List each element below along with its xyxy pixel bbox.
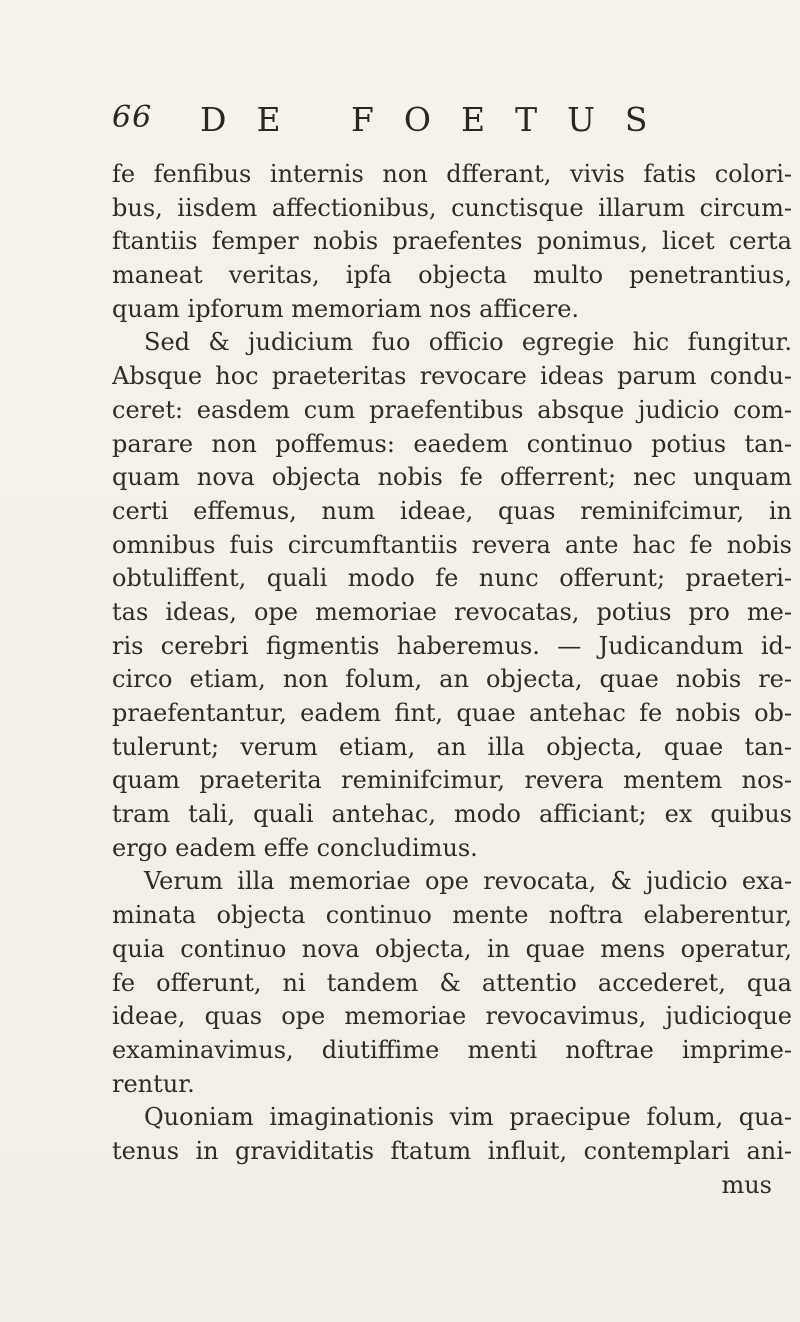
text-line: quam praeterita reminifcimur, revera mentem nos- [112,766,792,795]
text-line: Absque hoc praeteritas revocare ideas parum condu- [112,362,792,391]
text-line: certi effemus, num ideae, quas reminifcimur, in [112,496,792,525]
text-line: tram tali, quali antehac, modo afficiant; ex quibus [112,800,792,829]
text-line: tas ideas, ope memoriae revocatas, potius pro me- [112,597,792,626]
text-line: quia continuo nova objecta, in quae mens operatur, [112,934,792,963]
text-line: ris cerebri figmentis haberemus. — Judicandum id- [112,631,792,660]
text-line: obtuliffent, quali modo fe nunc offerunt; praeteri- [112,564,792,593]
text-line: minata objecta continuo mente noftra elaberentur, [112,901,792,930]
text-line: ftantiis femper nobis praefentes ponimus, licet certa [112,227,792,256]
text-line: quam ipforum memoriam nos afficere. [112,294,580,323]
text-line: mus [721,1170,772,1199]
text-line: tulerunt; verum etiam, an illa objecta, quae tan- [112,732,792,761]
text-line: ergo eadem effe concludimus. [112,833,478,862]
text-line: parare non poffemus: eaedem continuo potius tan- [112,429,792,458]
text-line: fe fenfibus internis non dfferant, vivis fatis colori- [112,160,792,188]
running-title: DE FOETUS [200,100,678,139]
body-text [112,158,792,1202]
text-line: Quoniam imaginationis vim praecipue folum, qua- [144,1103,792,1132]
text-line: praefentantur, eadem fint, quae antehac fe nobis ob- [112,699,792,727]
page-number: 66 [112,100,153,135]
text-line: fe offerunt, ni tandem & attentio accederet, qua [112,968,792,997]
text-line: bus, iisdem affectionibus, cunctisque illarum circum- [112,193,792,222]
text-line: Sed & judicium fuo officio egregie hic fungitur. [144,328,792,357]
text-line: examinavimus, diutiffime menti noftrae imprime- [112,1035,792,1064]
text-line: Verum illa memoriae ope revocata, & judicio exa- [144,867,792,896]
page-header [112,100,792,140]
text-line: quam nova objecta nobis fe offerrent; nec unquam [112,463,792,492]
text-line: tenus in graviditatis ftatum influit, contemplari ani- [112,1136,792,1165]
text-line: circo etiam, non folum, an objecta, quae nobis re- [112,665,792,694]
text-line: rentur. [112,1069,195,1098]
text-line: ceret: easdem cum praefentibus absque judicio com- [112,395,792,424]
text-line: maneat veritas, ipfa objecta multo penetrantius, [112,261,792,290]
text-line: omnibus fuis circumftantiis revera ante hac fe nobis [112,530,792,559]
text-line: ideae, quas ope memoriae revocavimus, judicioque [112,1002,792,1031]
